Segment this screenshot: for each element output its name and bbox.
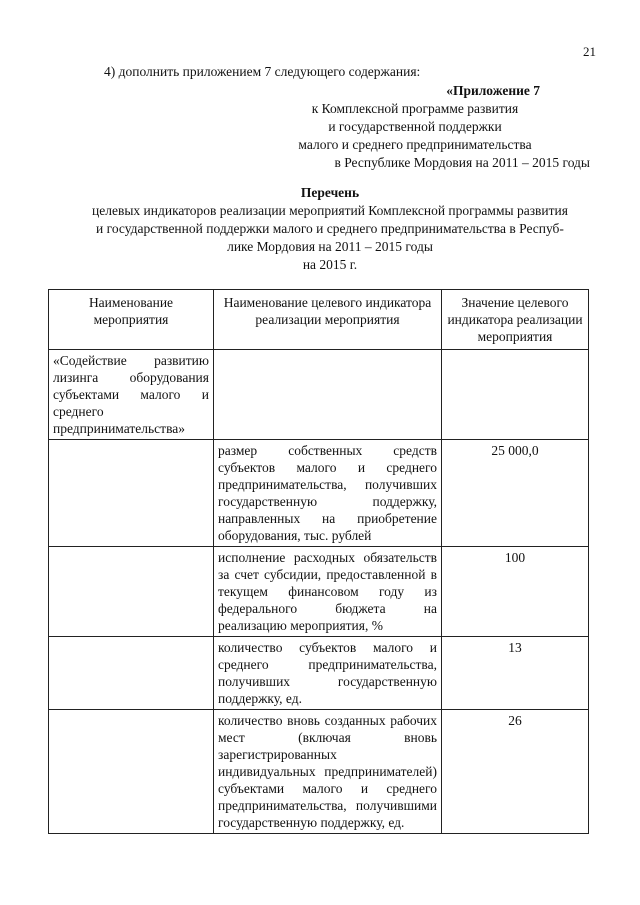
table-header-row (49, 290, 589, 350)
appendix-line: к Комплексной программе развития (311, 101, 519, 116)
page-number: 21 (583, 44, 596, 59)
empty-cell (442, 350, 589, 440)
table-row (49, 350, 589, 440)
appendix-line: малого и среднего предпринимательства (298, 137, 532, 152)
heading-line: и государственной поддержки малого и среднего предпринимательства в Респуб- (96, 221, 564, 236)
heading-line: лике Мордовия на 2011 – 2015 годы (227, 239, 433, 254)
indicator-cell: количество вновь созданных рабочих мест (включая вновь зарегистрированных индивидуальных предпринимателей) субъектами малого и среднего предпринимательства, получившими государственную поддержку, ед. (214, 710, 442, 834)
document-heading (40, 184, 620, 274)
activity-cell: «Содействие развитию лизинга оборудования субъектами малого и среднего предпринимательства» (49, 350, 214, 440)
empty-cell (49, 440, 214, 547)
indicators-table (48, 289, 589, 834)
indicator-cell: размер собственных средств субъектов малого и среднего предпринимательства, получивших государственную поддержку, направленных на приобретение оборудования, тыс. рублей (214, 440, 442, 547)
table-row (49, 710, 589, 834)
indicator-cell: количество субъектов малого и среднего предпринимательства, получивших государственную поддержку, ед. (214, 637, 442, 710)
empty-cell (49, 710, 214, 834)
header-indicator: Наименование целевого индикатора реализации мероприятия (214, 290, 442, 350)
value-cell: 100 (442, 547, 589, 637)
heading-line: целевых индикаторов реализации мероприятий Комплексной программы развития (92, 203, 568, 218)
empty-cell (214, 350, 442, 440)
empty-cell (49, 547, 214, 637)
heading-title: Перечень (300, 185, 360, 200)
intro-text: 4) дополнить приложением 7 следующего содержания: (104, 64, 421, 79)
table-row (49, 637, 589, 710)
empty-cell (49, 637, 214, 710)
value-cell: 26 (442, 710, 589, 834)
header-activity: Наименование мероприятия (49, 290, 214, 350)
table-row (49, 440, 589, 547)
appendix-header (230, 82, 600, 172)
appendix-title: «Приложение 7 (446, 83, 540, 98)
value-cell: 25 000,0 (442, 440, 589, 547)
appendix-line: в Республике Мордовия на 2011 – 2015 годы (334, 155, 590, 170)
table-row (49, 547, 589, 637)
appendix-line: и государственной поддержки (328, 119, 502, 134)
header-value: Значение целевого индикатора реализации мероприятия (442, 290, 589, 350)
heading-line: на 2015 г. (302, 257, 358, 272)
value-cell: 13 (442, 637, 589, 710)
indicator-cell: исполнение расходных обязательств за счет субсидии, предоставленной в текущем финансовом году из федерального бюджета на реализацию мероприятия, % (214, 547, 442, 637)
